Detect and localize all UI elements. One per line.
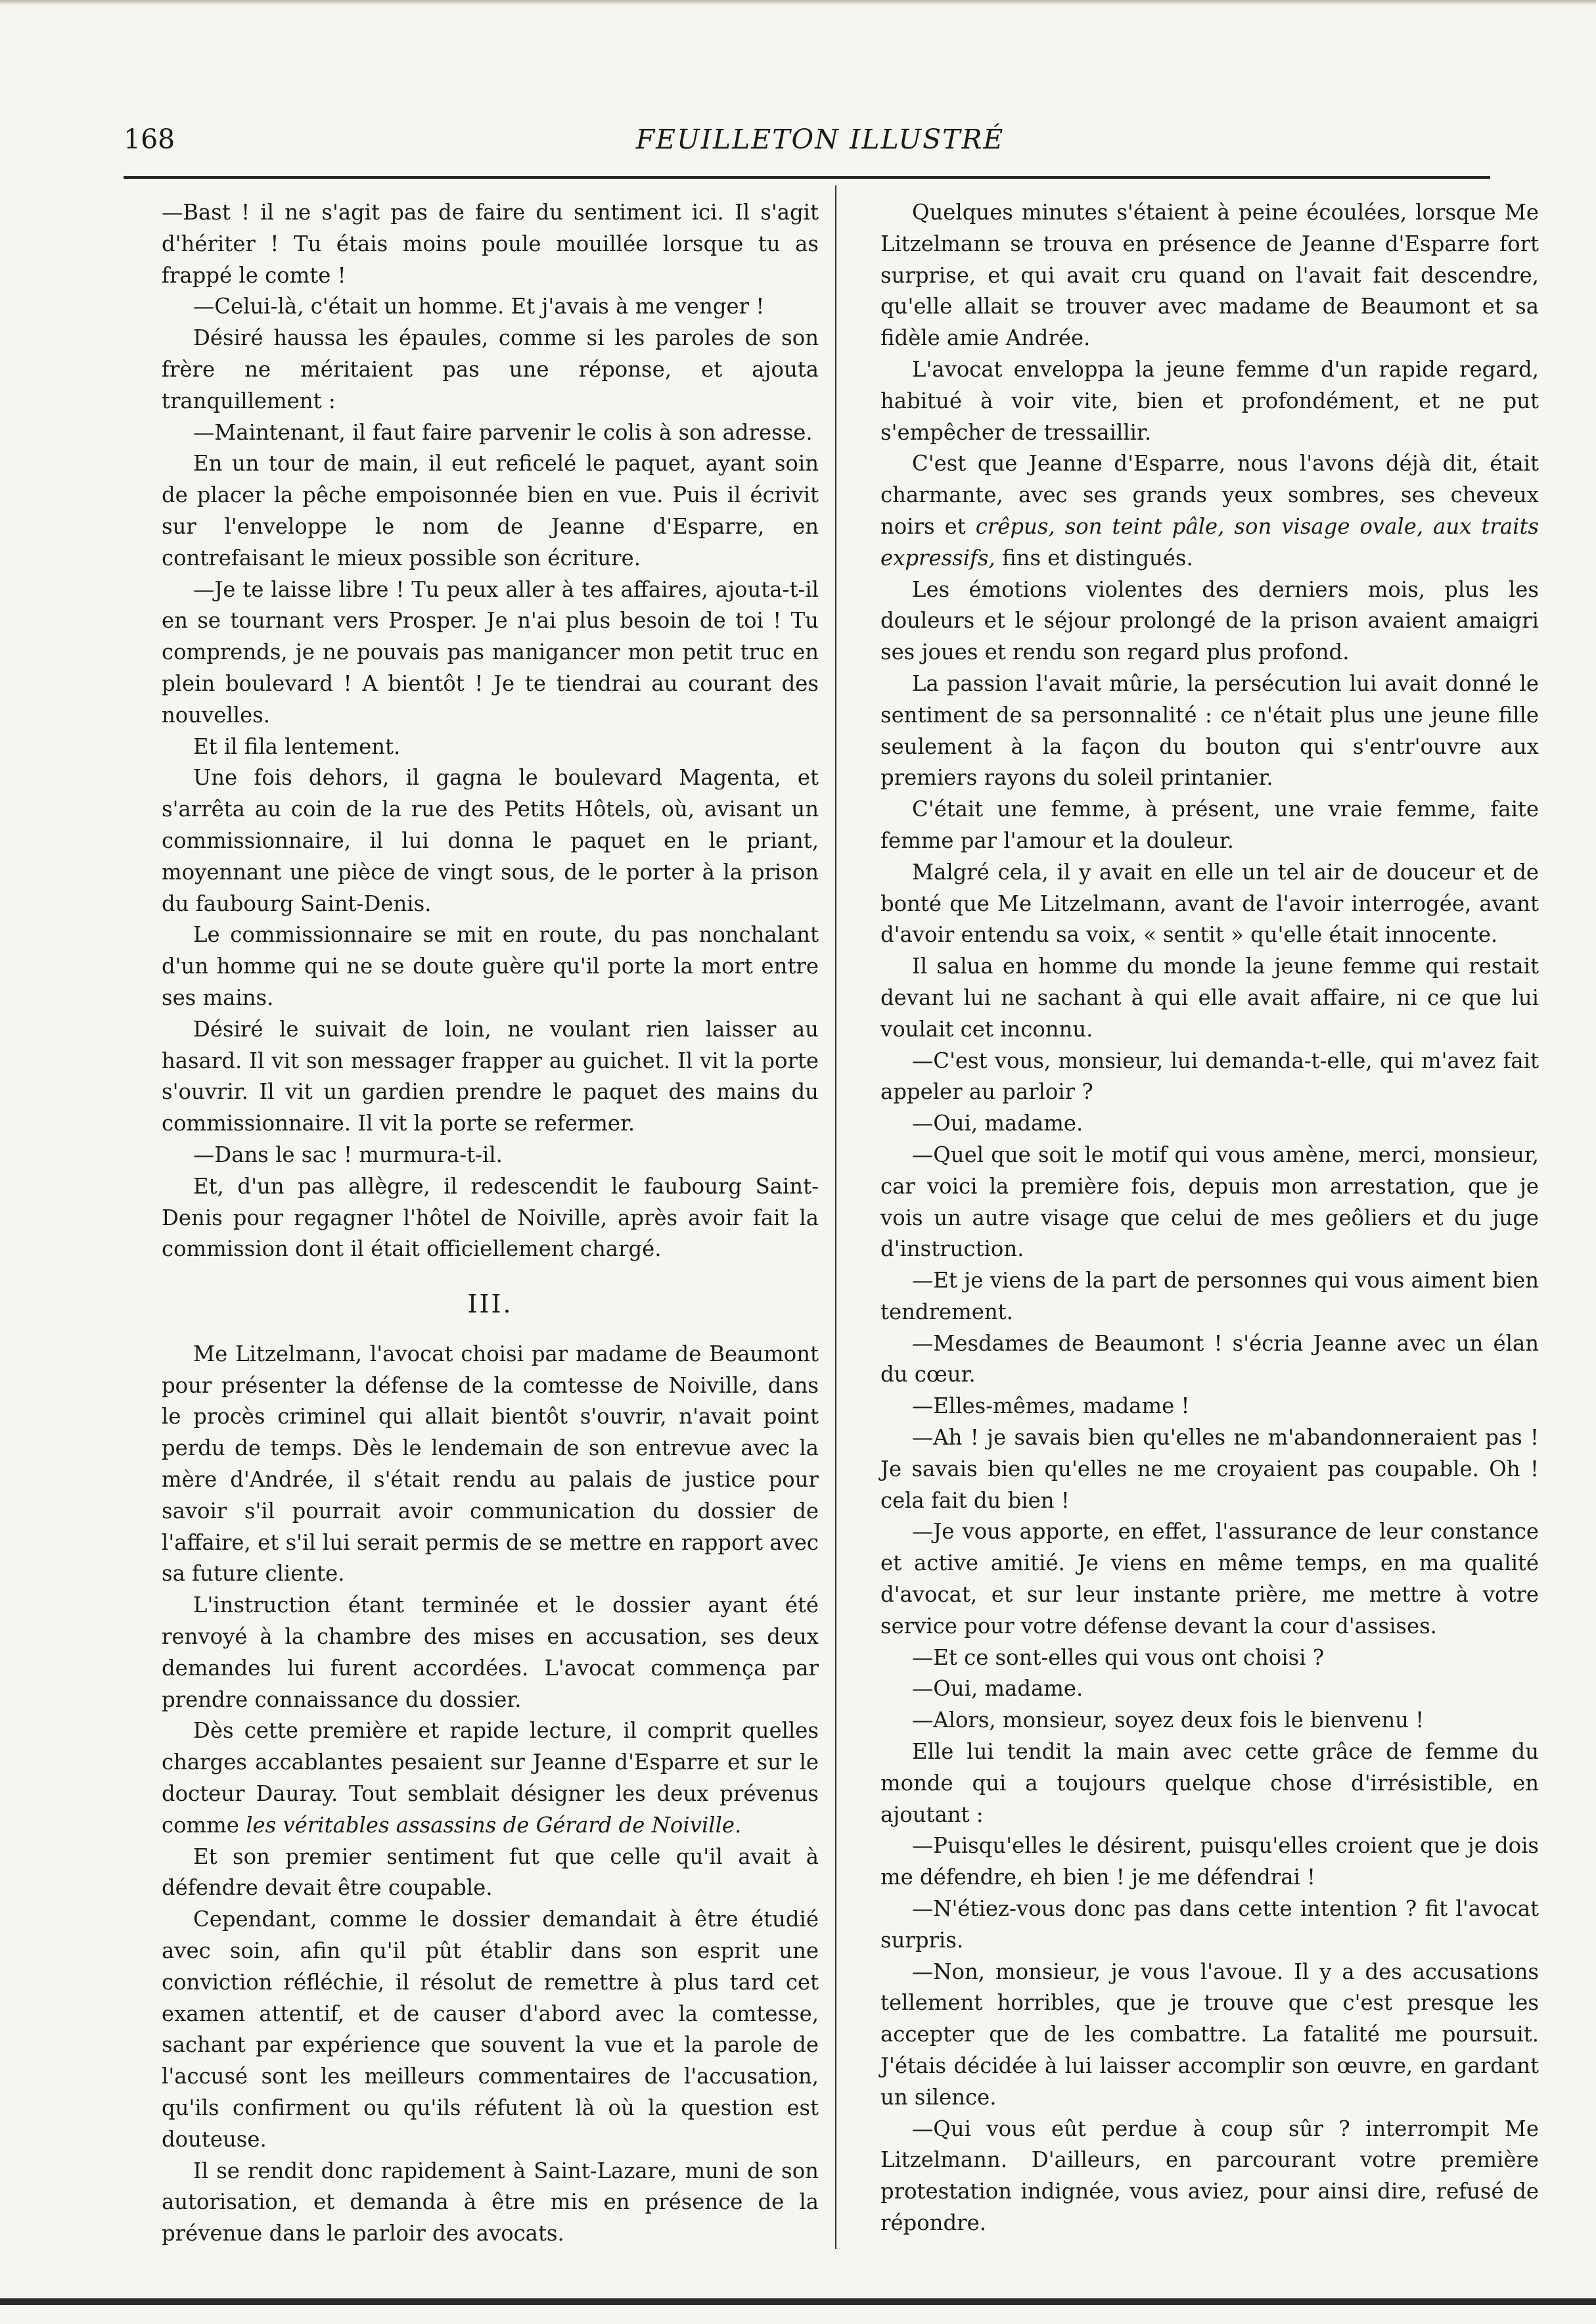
paragraph: Cependant, comme le dossier demandait à être étudié avec soin, afin qu'il pût établir dans son esprit une conviction réfléchie, il résolut de remettre à plus tard cet examen attentif, et de causer d'abord avec la comtesse, sachant par expérience que souvent la vue et la parole de l'accusé sont les meilleurs commentaires de l'accusation, qu'ils confirment ou qu'ils réfutent là où la question est douteuse. — [162, 1907, 819, 2152]
paragraph: —Mesdames de Beaumont ! s'écria Jeanne avec un élan du cœur. — [880, 1330, 1539, 1387]
paragraph: —Quel que soit le motif qui vous amène, merci, monsieur, car voici la première fois, depuis mon arrestation, que je vois un autre visage que celui de mes geôliers et du juge d'instruction. — [880, 1142, 1539, 1262]
column-divider — [835, 185, 836, 2249]
paragraph: —C'est vous, monsieur, lui demanda-t-elle, qui m'avez fait appeler au parloir ? — [880, 1048, 1539, 1105]
paragraph: —Ah ! je savais bien qu'elles ne m'abandonneraient pas ! Je savais bien qu'elles ne me croyaient pas coupable. Oh ! cela fait du bien ! — [880, 1425, 1539, 1513]
paragraph: —Bast ! il ne s'agit pas de faire du sentiment ici. Il s'agit d'hériter ! Tu étais moins poule mouillée lorsque tu as frappé le comte ! — [162, 200, 819, 288]
paragraph: C'était une femme, à présent, une vraie femme, faite femme par l'amour et la douleur. — [880, 797, 1539, 853]
section-heading: III. — [467, 1290, 513, 1319]
paragraph: —Je vous apporte, en effet, l'assurance de leur constance et active amitié. Je viens en même temps, en ma qualité d'avocat, et sur leur instante prière, me mettre à votre service pour votre défense devant la cour d'assises. — [880, 1519, 1539, 1638]
page-top-edge — [0, 0, 1596, 5]
paragraph: Me Litzelmann, l'avocat choisi par madame de Beaumont pour présenter la défense de la comtesse de Noiville, dans le procès criminel qui allait bientôt s'ouvrir, n'avait point perdu de temps. Dès le lendemain de son entrevue avec la mère d'Andrée, il s'était rendu au palais de justice pour savoir s'il pourrait avoir communication du dossier de l'affaire, et s'il lui serait permis de se mettre en rapport avec sa future cliente. — [162, 1341, 819, 1587]
paragraph: Les émotions violentes des derniers mois, plus les douleurs et le séjour prolongé de la prison avaient amaigri ses joues et rendu son regard plus profond. — [880, 576, 1539, 665]
italic-phrase: crêpus, son teint pâle, son visage ovale, aux traits expressifs, — [880, 513, 1539, 570]
paragraph — [880, 448, 1539, 574]
page-header — [124, 124, 1516, 163]
paragraph-text: fins et distingués. — [1002, 545, 1193, 570]
paragraph: Il salua en homme du monde la jeune femme qui restait devant lui ne sachant à qui elle avait affaire, ni ce que lui voulait cet inconnu. — [880, 954, 1539, 1042]
paragraph: Le commissionnaire se mit en route, du pas nonchalant d'un homme qui ne se doute guère qu'il porte la mort entre ses mains. — [162, 922, 819, 1010]
paragraph: Malgré cela, il y avait en elle un tel air de douceur et de bonté que Me Litzelmann, avant de l'avoir interrogée, avant d'avoir entendu sa voix, « sentit » qu'elle était innocente. — [880, 859, 1539, 948]
paragraph: Et son premier sentiment fut que celle qu'il avait à défendre devait être coupable. — [162, 1844, 819, 1901]
page-number: 168 — [124, 124, 175, 155]
paragraph: —Alors, monsieur, soyez deux fois le bienvenu ! — [912, 1708, 1425, 1733]
paragraph: —Celui-là, c'était un homme. Et j'avais à me venger ! — [193, 294, 765, 319]
paragraph: —Et je viens de la part de personnes qui vous aiment bien tendrement. — [880, 1268, 1539, 1324]
paragraph-text: C'est que Jeanne d'Esparre, nous l'avons déjà dit, était charmante, avec ses grands yeux sombres, ses cheveux noirs et — [880, 451, 1539, 539]
italic-phrase: les véritables assassins de Gérard de Noiville. — [246, 1812, 742, 1838]
paragraph: —Qui vous eût perdue à coup sûr ? interrompit Me Litzelmann. D'ailleurs, en parcourant votre première protestation indignée, vous aviez, pour ainsi dire, refusé de répondre. — [880, 2116, 1539, 2235]
running-title: FEUILLETON ILLUSTRÉ — [635, 124, 1005, 155]
paragraph: —N'étiez-vous donc pas dans cette intention ? fit l'avocat surpris. — [880, 1896, 1539, 1953]
paragraph: Une fois dehors, il gagna le boulevard Magenta, et s'arrêta au coin de la rue des Petits Hôtels, où, avisant un commissionnaire, il lui donna le paquet en le priant, moyennant une pièce de vingt sous, de le porter à la prison du faubourg Saint-Denis. — [162, 765, 819, 916]
paragraph — [162, 1715, 819, 1841]
paragraph: Et, d'un pas allègre, il redescendit le faubourg Saint-Denis pour regagner l'hôtel de Noiville, après avoir fait la commission dont il était officiellement chargé. — [162, 1173, 819, 1262]
left-column — [162, 197, 819, 2250]
paragraph: Elle lui tendit la main avec cette grâce de femme du monde qui a toujours quelque chose d'irrésistible, en ajoutant : — [880, 1739, 1539, 1827]
paragraph: Il se rendit donc rapidement à Saint-Lazare, muni de son autorisation, et demanda à être mis en présence de la prévenue dans le parloir des avocats. — [162, 2158, 819, 2246]
right-column — [880, 197, 1539, 2239]
paragraph: L'instruction étant terminée et le dossier ayant été renvoyé à la chambre des mises en accusation, ses deux demandes lui furent accordées. L'avocat commença par prendre connaissance du dossier. — [162, 1592, 819, 1712]
paragraph: Quelques minutes s'étaient à peine écoulées, lorsque Me Litzelmann se trouva en présence de Jeanne d'Esparre fort surprise, et qui avait cru quand on l'avait fait descendre, qu'elle allait se trouver avec madame de Beaumont et sa fidèle amie Andrée. — [880, 200, 1539, 351]
paragraph: En un tour de main, il eut reficelé le paquet, ayant soin de placer la pêche empoisonnée bien en vue. Puis il écrivit sur l'enveloppe le nom de Jeanne d'Esparre, en contrefaisant le mieux possible son écriture. — [162, 451, 819, 570]
paragraph: L'avocat enveloppa la jeune femme d'un rapide regard, habitué à voir vite, bien et profondément, et ne put s'empêcher de tressaillir. — [880, 356, 1539, 445]
paragraph: —Puisqu'elles le désirent, puisqu'elles croient que je dois me défendre, eh bien ! je me défendrai ! — [880, 1833, 1539, 1890]
paragraph: —Non, monsieur, je vous l'avoue. Il y a des accusations tellement horribles, que je trouve que c'est presque les accepter que de les combattre. La fatalité me poursuit. J'étais décidée à lui laisser accomplir son œuvre, en gardant un silence. — [880, 1959, 1539, 2110]
paragraph: —Dans le sac ! murmura-t-il. — [193, 1142, 503, 1167]
paragraph: Désiré le suivait de loin, ne voulant rien laisser au hasard. Il vit son messager frapper au guichet. Il vit la porte s'ouvrir. Il vit un gardien prendre le paquet des mains du commissionnaire. Il vit la porte se refermer. — [162, 1016, 819, 1136]
page-bottom-edge — [0, 2298, 1596, 2305]
paragraph: —Oui, madame. — [912, 1676, 1083, 1702]
paragraph: —Oui, madame. — [912, 1111, 1083, 1136]
paragraph: —Je te laisse libre ! Tu peux aller à tes affaires, ajouta-t-il en se tournant vers Prosper. Je n'ai plus besoin de toi ! Tu comprends, je ne pouvais pas manigancer mon petit truc en plein boulevard ! A bientôt ! Je te tiendrai au courant des nouvelles. — [162, 576, 819, 728]
paragraph: Et il fila lentement. — [193, 733, 401, 759]
paragraph: —Et ce sont-elles qui vous ont choisi ? — [912, 1644, 1325, 1670]
header-rule — [124, 176, 1490, 179]
paragraph: La passion l'avait mûrie, la persécution lui avait donné le sentiment de sa personnalité : ce n'était plus une jeune fille seulement à la façon du bouton qui s'entr'ouvre aux premiers rayons du soleil printanier. — [880, 670, 1539, 791]
paragraph: —Maintenant, il faut faire parvenir le colis à son adresse. — [193, 419, 813, 445]
paragraph: Désiré haussa les épaules, comme si les paroles de son frère ne méritaient pas une réponse, et ajouta tranquillement : — [162, 325, 819, 413]
paragraph: —Elles-mêmes, madame ! — [912, 1393, 1190, 1419]
paragraph-text: Dès cette première et rapide lecture, il comprit quelles charges accablantes pesaient sur Jeanne d'Esparre et sur le docteur Dauray. Tout semblait désigner les deux prévenus comme — [162, 1718, 819, 1838]
